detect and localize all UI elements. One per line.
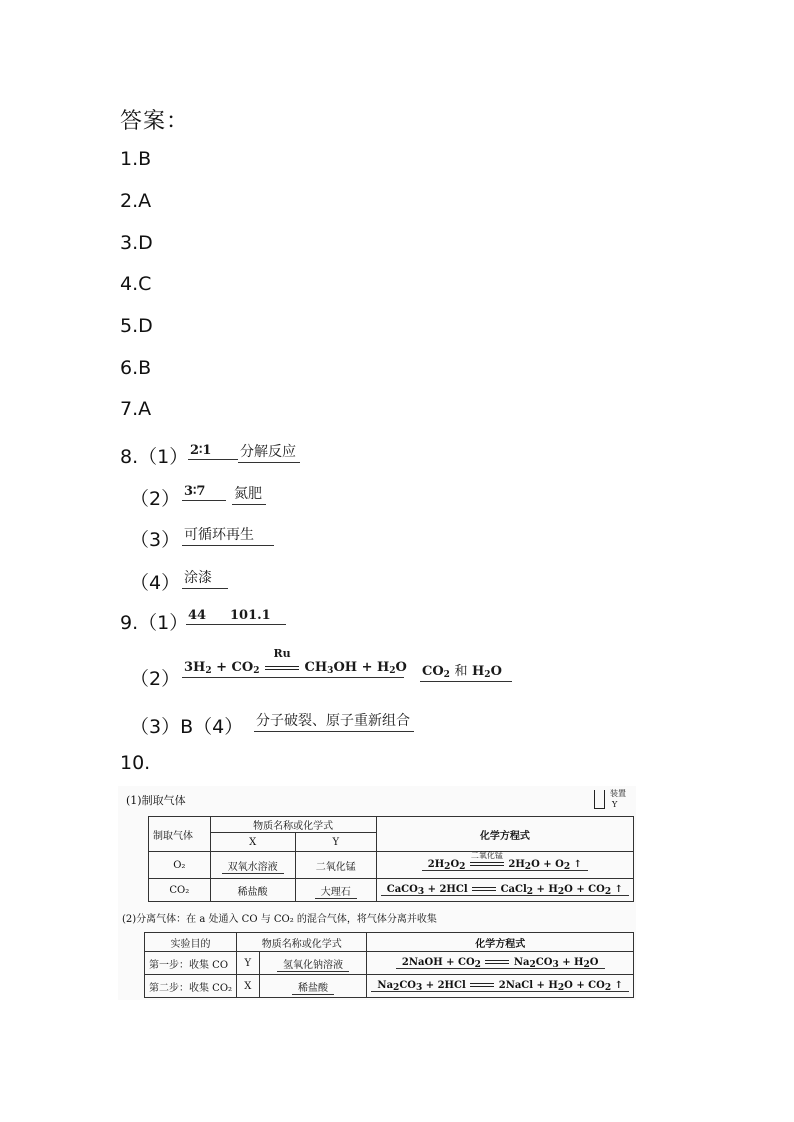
header-equation: 化学方程式: [376, 817, 633, 852]
header-equation-2: 化学方程式: [367, 933, 634, 952]
catalyst-label: Ru: [273, 647, 291, 660]
q9-1-a: 44: [186, 608, 230, 625]
q8-2-fertilizer: 氮肥: [232, 483, 266, 505]
q8-2-ratio: 3∶7: [182, 484, 226, 501]
q8-4-answer: 涂漆: [182, 567, 228, 589]
row-co2-equation: CaCO$_3$ + 2HCl CaCl$_2$ + $H_2O + CO_2$ ↑: [376, 879, 633, 902]
device-label: 装置: [610, 789, 626, 798]
header-substance-2: 物质名称或化学式: [237, 933, 367, 952]
answer-1: 1.B: [120, 148, 152, 170]
step1-purpose: 第一步：收集 CO: [145, 952, 237, 975]
q8-4-label: （4）: [130, 572, 181, 594]
answer-6: 6.B: [120, 357, 152, 379]
step2-purpose: 第二步：收集 CO₂: [145, 975, 237, 998]
q10-label: 10.: [120, 752, 151, 774]
gas-separation-table: [144, 932, 634, 998]
answer-7: 7.A: [120, 398, 152, 420]
q8-2-label: （2）: [130, 488, 181, 510]
device-y-label: Y: [612, 800, 618, 809]
q9-1-b: 101.1: [228, 608, 286, 625]
row-o2-equation: $2H_2O_2$ 二氧化锰 $2H_2O + O_2$ ↑: [376, 852, 633, 879]
step2-substance: 稀盐酸: [259, 975, 367, 998]
device-icon: [594, 790, 605, 809]
header-purpose: 实验目的: [145, 933, 237, 952]
row-o2-x: 双氧水溶液: [210, 852, 295, 879]
row-o2-y: 二氧化锰: [295, 852, 376, 879]
scanned-table-image: [118, 786, 636, 1000]
page-title: 答案：: [120, 109, 190, 134]
answer-5: 5.D: [120, 315, 153, 337]
row-co2-y: 大理石: [295, 879, 376, 902]
header-y: Y: [295, 833, 376, 852]
gas-preparation-table: [148, 816, 634, 902]
part2-heading: (2)分离气体：在 a 处通入 CO 与 CO₂ 的混合气体，将气体分离并收集: [122, 914, 437, 925]
q9-2-label: （2）: [130, 668, 181, 690]
q9-2-products: $CO_2$ 和 $H_2O$: [420, 660, 512, 682]
answer-3: 3.D: [120, 232, 153, 254]
step1-equation: 2NaOH + $CO_2$ $Na_2CO_3 + H_2O$: [367, 952, 634, 975]
q8-label: 8.（1）: [120, 446, 189, 468]
part1-heading: (1)制取气体: [126, 794, 186, 807]
header-gas: 制取气体: [149, 817, 211, 852]
q8-3-label: （3）: [130, 529, 181, 551]
q8-1-reaction-type: 分解反应: [238, 441, 300, 463]
answer-4: 4.C: [120, 273, 152, 295]
q9-4-answer: 分子破裂、原子重新组合: [254, 710, 414, 732]
q9-2-equation: $3H_2 + CO_2$ Ru $CH_3OH + H_2O$: [184, 647, 407, 676]
header-substance: 物质名称或化学式: [210, 817, 376, 833]
q8-1-ratio: 2∶1: [188, 443, 238, 460]
header-x: X: [210, 833, 295, 852]
step1-letter: Y: [237, 952, 260, 975]
row-co2-x: 稀盐酸: [210, 879, 295, 902]
q8-3-answer: 可循环再生: [182, 524, 274, 546]
q9-3-label: （3）B（4）: [130, 716, 244, 738]
q9-label: 9.（1）: [120, 612, 189, 634]
row-co2-gas: CO₂: [149, 879, 211, 902]
answer-2: 2.A: [120, 190, 152, 212]
row-o2-gas: O₂: [149, 852, 211, 879]
step2-letter: X: [237, 975, 260, 998]
step2-equation: $Na_2CO_3 + 2HCl$ 2NaCl + $H_2O + CO_2$ ↑: [367, 975, 634, 998]
step1-substance: 氢氧化钠溶液: [259, 952, 367, 975]
